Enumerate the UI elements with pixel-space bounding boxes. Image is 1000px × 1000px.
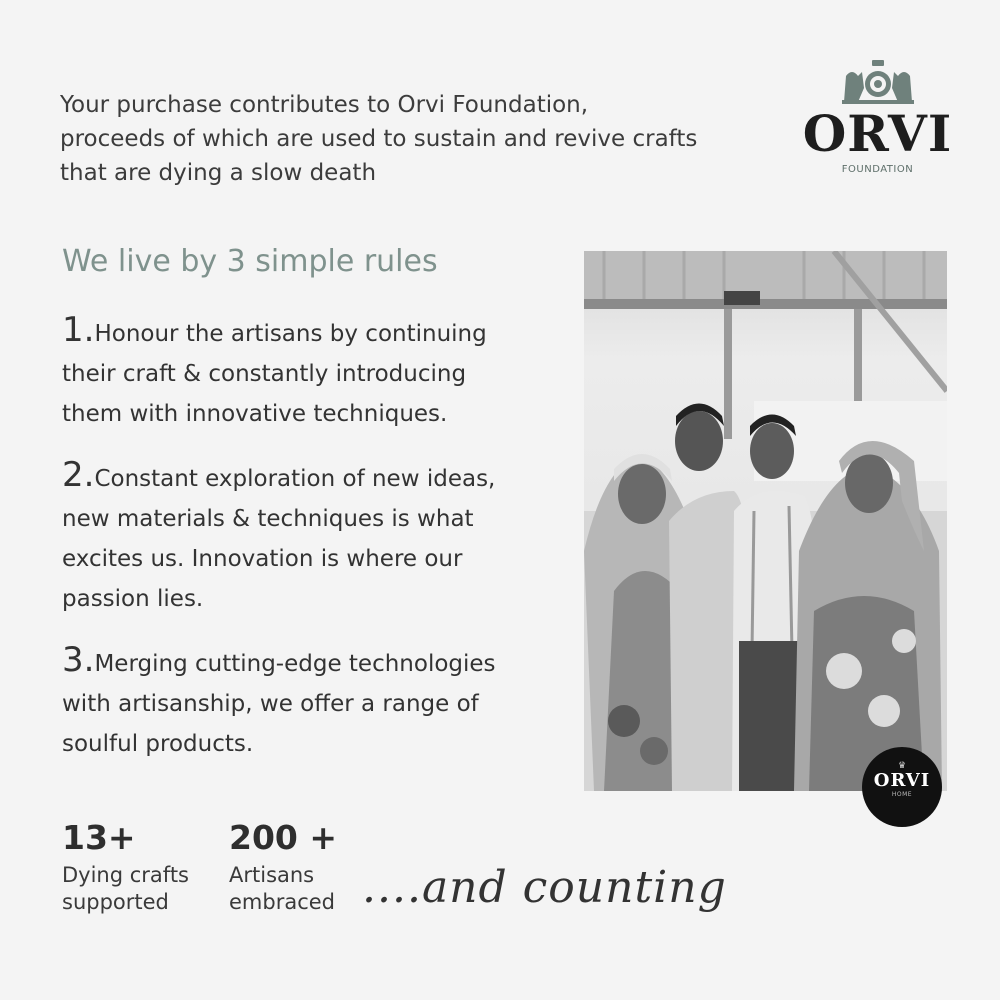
- stat-artisans: [229, 818, 337, 916]
- rule-item-2: [62, 455, 522, 619]
- badge-wordmark: ORVI: [873, 770, 931, 791]
- crest-icon: ♛: [897, 761, 907, 771]
- stat-value: 200 +: [229, 818, 338, 857]
- rule-text: Merging cutting-edge technologies with artisanship, we offer a range of soulful products.: [62, 651, 496, 757]
- stat-label: Artisans embraced: [229, 863, 336, 914]
- badge-subtitle: HOME: [891, 791, 913, 798]
- rules-heading: We live by 3 simple rules: [62, 244, 438, 279]
- orvi-foundation-logo: [800, 58, 955, 188]
- stat-dying-crafts: [62, 818, 189, 916]
- stat-value: 13+: [62, 818, 136, 857]
- rule-number: 1.: [62, 310, 95, 350]
- rule-text: Constant exploration of new ideas, new materials & techniques is what excites us. Innovation is where our passion lies.: [62, 466, 496, 612]
- logo-subtitle: FOUNDATION: [841, 164, 914, 175]
- rule-item-3: [62, 640, 522, 764]
- rule-item-1: [62, 310, 522, 434]
- logo-wordmark: ORVI: [802, 104, 953, 163]
- stat-label: Dying crafts supported: [62, 863, 189, 914]
- rule-number: 2.: [62, 455, 95, 495]
- orvi-home-badge: [862, 747, 942, 827]
- rule-text: Honour the artisans by continuing their craft & constantly introducing them with innovative techniques.: [62, 321, 487, 427]
- artisans-photo-illustration: [584, 251, 947, 791]
- artisans-photo: [584, 251, 947, 791]
- crest-lions-icon: [838, 58, 918, 106]
- rule-number: 3.: [62, 640, 95, 680]
- intro-text: Your purchase contributes to Orvi Foundation, proceeds of which are used to sustain and revive crafts that are dying a slow death: [60, 92, 698, 186]
- and-counting-tagline: ....and counting: [362, 862, 727, 913]
